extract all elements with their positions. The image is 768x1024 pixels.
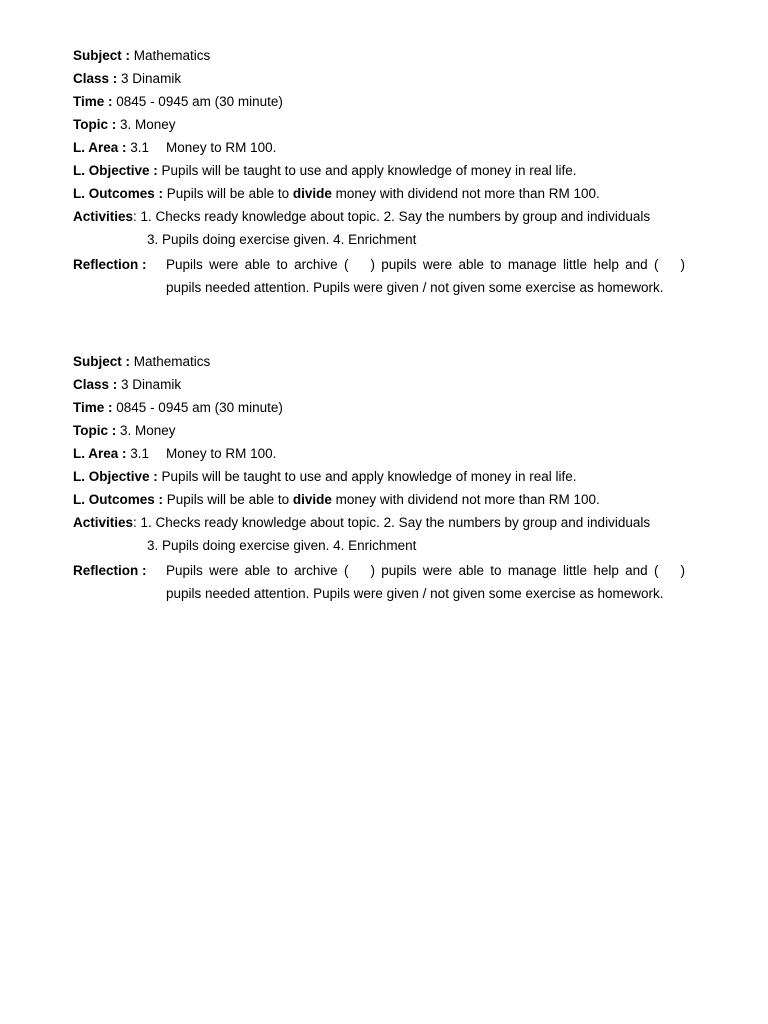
reflection-block <box>73 253 685 299</box>
area-label: L. Area : <box>73 140 127 155</box>
reflection-label: Reflection : <box>73 257 147 272</box>
class-value: 3 Dinamik <box>121 377 182 392</box>
time-label: Time : <box>73 400 113 415</box>
reflection-text-part-2: ) pupils were able to manage little help and ( <box>370 257 659 272</box>
activities-continued-line <box>73 230 685 253</box>
objective-value: Pupils will be taught to use and apply knowledge of money in real life. <box>161 469 577 484</box>
activities-text: : 1. Checks ready knowledge about topic. 2. Say the numbers by group and individuals <box>133 209 651 224</box>
activities-continued-line <box>73 536 685 559</box>
reflection-text-part-3: ) pupils needed attention. Pupils were given / not given some exercise as homework. <box>166 563 686 601</box>
topic-label: Topic : <box>73 117 117 132</box>
outcomes-text-end: money with dividend not more than RM 100. <box>335 186 600 201</box>
activities-text-continued: 3. Pupils doing exercise given. 4. Enrichment <box>147 538 417 553</box>
outcomes-keyword: divide <box>292 186 332 201</box>
area-code: 3.1 <box>130 140 150 155</box>
outcomes-text-end: money with dividend not more than RM 100. <box>335 492 600 507</box>
reflection-text-part-1: Pupils were able to archive ( <box>166 257 349 272</box>
reflection-text <box>166 559 685 605</box>
topic-value: 3. Money <box>120 117 176 132</box>
area-value: Money to RM 100. <box>166 140 277 155</box>
reflection-text-part-3: ) pupils needed attention. Pupils were given / not given some exercise as homework. <box>166 257 686 295</box>
subject-label: Subject : <box>73 354 131 369</box>
outcomes-text-start: Pupils will be able to <box>166 492 290 507</box>
area-value: Money to RM 100. <box>166 446 277 461</box>
objective-line <box>73 467 685 490</box>
subject-value: Mathematics <box>133 48 211 63</box>
lesson-plan-2 <box>73 352 685 605</box>
time-line <box>73 92 685 115</box>
activities-label: Activities <box>73 515 134 530</box>
topic-line <box>73 421 685 444</box>
objective-line <box>73 161 685 184</box>
area-line <box>73 138 685 161</box>
activities-label: Activities <box>73 209 134 224</box>
outcomes-line <box>73 184 685 207</box>
outcomes-label: L. Outcomes : <box>73 492 164 507</box>
topic-line <box>73 115 685 138</box>
reflection-text-part-2: ) pupils were able to manage little help and ( <box>370 563 659 578</box>
outcomes-keyword: divide <box>292 492 332 507</box>
reflection-label: Reflection : <box>73 563 147 578</box>
outcomes-label: L. Outcomes : <box>73 186 164 201</box>
objective-label: L. Objective : <box>73 163 158 178</box>
class-label: Class : <box>73 377 118 392</box>
reflection-text-part-1: Pupils were able to archive ( <box>166 563 349 578</box>
subject-line <box>73 46 685 69</box>
subject-value: Mathematics <box>133 354 211 369</box>
time-value: 0845 - 0945 am (30 minute) <box>116 94 283 109</box>
outcomes-line <box>73 490 685 513</box>
lesson-plan-1 <box>73 46 685 299</box>
topic-label: Topic : <box>73 423 117 438</box>
area-line <box>73 444 685 467</box>
class-label: Class : <box>73 71 118 86</box>
time-line <box>73 398 685 421</box>
reflection-text <box>166 253 685 299</box>
activities-line <box>73 513 685 536</box>
subject-line <box>73 352 685 375</box>
area-code: 3.1 <box>130 446 150 461</box>
area-label: L. Area : <box>73 446 127 461</box>
reflection-block <box>73 559 685 605</box>
class-line <box>73 69 685 92</box>
activities-text: : 1. Checks ready knowledge about topic. 2. Say the numbers by group and individuals <box>133 515 651 530</box>
time-value: 0845 - 0945 am (30 minute) <box>116 400 283 415</box>
activities-text-continued: 3. Pupils doing exercise given. 4. Enrichment <box>147 232 417 247</box>
time-label: Time : <box>73 94 113 109</box>
objective-value: Pupils will be taught to use and apply knowledge of money in real life. <box>161 163 577 178</box>
class-line <box>73 375 685 398</box>
outcomes-text-start: Pupils will be able to <box>166 186 290 201</box>
class-value: 3 Dinamik <box>121 71 182 86</box>
objective-label: L. Objective : <box>73 469 158 484</box>
subject-label: Subject : <box>73 48 131 63</box>
topic-value: 3. Money <box>120 423 176 438</box>
activities-line <box>73 207 685 230</box>
